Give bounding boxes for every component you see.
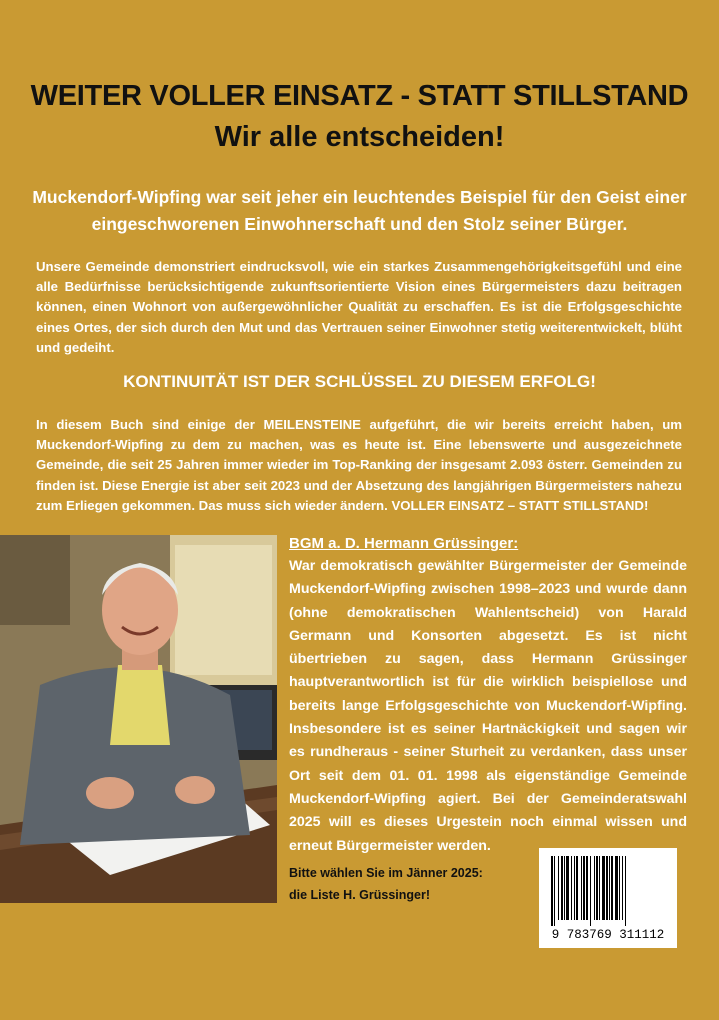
barcode-bar bbox=[625, 856, 626, 926]
barcode-bars bbox=[539, 848, 677, 928]
isbn-number: 9 783769 311112 bbox=[551, 928, 665, 942]
barcode-bar bbox=[571, 856, 572, 920]
mayor-photo-illustration bbox=[0, 535, 277, 903]
barcode-bar bbox=[622, 856, 623, 920]
barcode-bar bbox=[611, 856, 613, 920]
barcode-bar bbox=[609, 856, 610, 920]
bio-paragraph: War demokratisch gewählter Bürgermeister der Gemeinde Muckendorf-Wipfing zwischen 1998–2023 und wurde dann (ohne demokratischen Wahlentscheid) von Harald Germann und Konsorten abgesetzt. Es ist nicht übertrieben zu sagen, dass Hermann Grüssinger hauptverantwortlich ist für die wirklich beispiellose und bereits lange Erfolgsgeschichte von Muckendorf-Wipfing. Insbesondere ist es seiner Hartnäckigkeit und sagen wir es rundheraus - seiner Sturheit zu verdanken, dass unser Ort seit dem 01. 01. 1998 als eigenständige Gemeinde Muckendorf-Wipfing agiert. Bei der Gemeinderatswahl 2025 will es dieses Urgestein noch einmal wissen und erneut Bürgermeister werden. bbox=[289, 558, 687, 854]
barcode-bar bbox=[561, 856, 563, 920]
bio-title: BGM a. D. Hermann Grüssinger: bbox=[289, 535, 519, 552]
barcode-bar bbox=[581, 856, 582, 920]
vote-appeal bbox=[289, 862, 483, 906]
section-heading: KONTINUITÄT IST DER SCHLÜSSEL ZU DIESEM ERFOLG! bbox=[123, 372, 596, 391]
barcode-bar bbox=[564, 856, 565, 920]
barcode-bar bbox=[596, 856, 598, 920]
intro-paragraph: Unsere Gemeinde demonstriert eindrucksvoll, wie ein starkes Zusammengehörigkeitsgefühl und eine alle Bedürfnisse berücksichtigende zukunftsorientierte Vision eines Bürgermeisters dazu beitragen können, einen Wohnort von außergewöhnlicher Qualität zu erschaffen. Es ist die Erfolgsgeschichte eines Ortes, der sich durch den Mut und das Vertrauen seiner Einwohner stetig weiterentwickelt, blüht und gedeiht. bbox=[36, 259, 682, 355]
barcode-bar bbox=[576, 856, 578, 920]
lead-paragraph: Muckendorf-Wipfing war seit jeher ein leuchtendes Beispiel für den Geist einer eingeschworenen Einwohnerschaft und den Stolz seiner Bürger. bbox=[32, 187, 687, 234]
isbn-barcode bbox=[539, 848, 677, 948]
vote-line-2: die Liste H. Grüssinger! bbox=[289, 888, 431, 902]
vote-line-1: Bitte wählen Sie im Jänner 2025: bbox=[289, 866, 483, 880]
page-subtitle: Wir alle entscheiden! bbox=[214, 121, 505, 153]
barcode-bar bbox=[594, 856, 595, 920]
barcode-bar bbox=[586, 856, 588, 920]
milestones-paragraph: In diesem Buch sind einige der MEILENSTEINE aufgeführt, die wir bereits erreicht haben, um Muckendorf-Wipfing zu dem zu machen, was es heute ist. Eine lebenswerte und ausgezeichnete Gemeinde, die seit 25 Jahren immer wieder im Top-Ranking der insgesamt 2.093 österr. Gemeinden zu finden ist. Diese Energie ist aber seit 2023 und der Absetzung des langjährigen Bürgermeisters nahezu zum Erliegen gekommen. Das muss sich wieder ändern. VOLLER EINSATZ – STATT STILLSTAND! bbox=[36, 417, 682, 513]
barcode-bar bbox=[590, 856, 591, 926]
mayor-photo bbox=[0, 535, 277, 903]
barcode-bar bbox=[554, 856, 555, 926]
barcode-bar bbox=[574, 856, 575, 920]
page-title: WEITER VOLLER EINSATZ - STATT STILLSTAND bbox=[30, 80, 689, 112]
barcode-bar bbox=[606, 856, 608, 920]
barcode-bar bbox=[566, 856, 569, 920]
barcode-bar bbox=[583, 856, 585, 920]
barcode-bar bbox=[619, 856, 620, 920]
barcode-bar bbox=[602, 856, 605, 920]
barcode-bar bbox=[599, 856, 600, 920]
barcode-bar bbox=[551, 856, 553, 926]
barcode-bar bbox=[615, 856, 618, 920]
barcode-bar bbox=[558, 856, 559, 920]
